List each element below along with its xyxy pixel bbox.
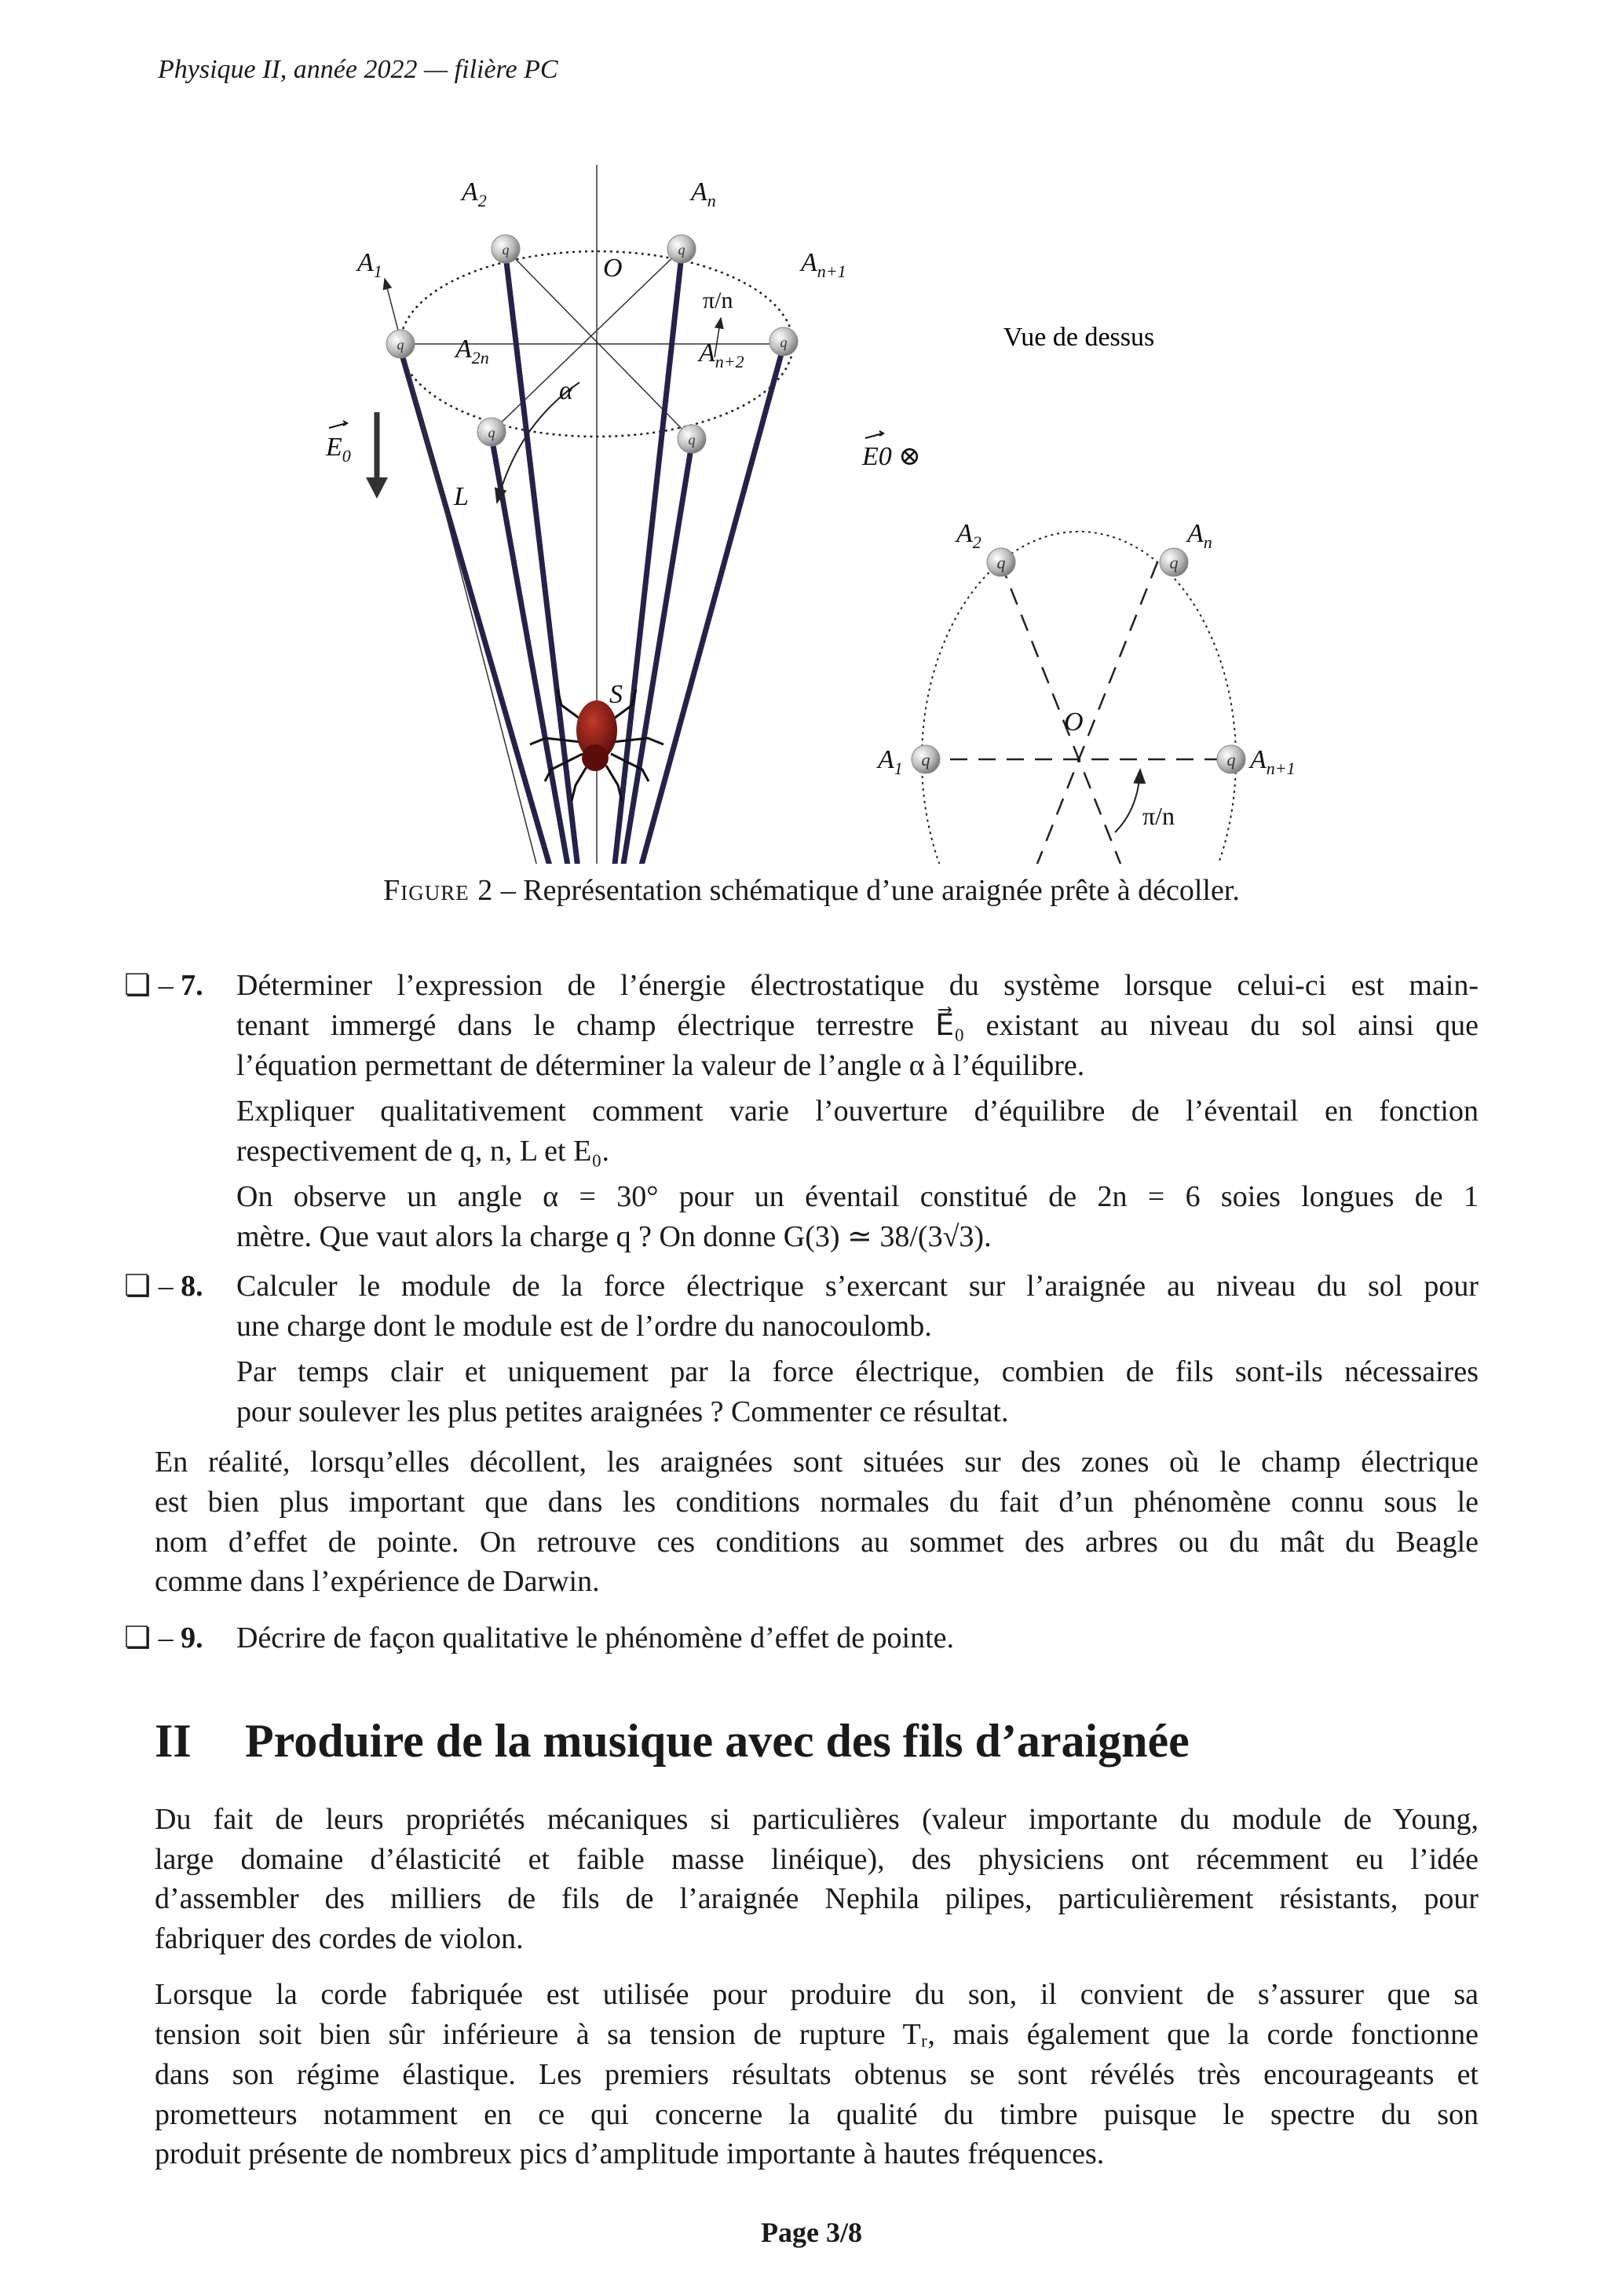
svg-text:E0: $E_0$ (326, 433, 351, 466)
label-an: $A_n$ (691, 177, 716, 210)
text-line: On observe un angle α = 30° pour un éventail constitué de 2n = 6 soies longues de 1 (236, 1180, 1479, 1213)
text-line: mètre. Que vaut alors la charge q ? On donne G(3) ≃ 38/(3√3). (236, 1220, 992, 1253)
question-number: 9. (181, 1621, 203, 1654)
question-marker (124, 1267, 203, 1307)
svg-text:q: q (397, 337, 404, 353)
svg-text:q: q (996, 553, 1006, 572)
svg-text:q: q (1169, 553, 1179, 572)
text-line: tension soit bien sûr inférieure à sa tension de rupture Tᵣ, mais également que la corde fonctionne (155, 2018, 1479, 2051)
question-marker (124, 1618, 203, 1658)
text-line: produit présente de nombreux pics d’amplitude importante à hautes fréquences. (155, 2137, 1105, 2170)
text-line: Du fait de leurs propriétés mécaniques si particulières (valeur importante du module de Young, (155, 1803, 1479, 1836)
running-header: Physique II, année 2022 — filière PC (158, 55, 558, 84)
svg-text:q: q (502, 242, 510, 258)
text-line: fabriquer des cordes de violon. (155, 1922, 524, 1955)
svg-text:q: q (678, 242, 685, 258)
checkbox-icon: ❏ – (124, 969, 181, 1002)
text-line: tenant immergé dans le champ électrique terrestre E⃗₀ existant au niveau du sol ainsi que (236, 1009, 1479, 1042)
text-line: est bien plus important que dans les conditions normales du fait d’un phénomène connu sous le (155, 1486, 1479, 1519)
text-line: Décrire de façon qualitative le phénomène d’effet de pointe. (236, 1621, 955, 1654)
label-a2: $A_2$ (462, 177, 487, 210)
svg-text:q: q (688, 432, 696, 448)
top-view-diagram (861, 323, 1296, 864)
text-line: Lorsque la corde fabriquée est utilisée pour produire du son, il convient de s’assurer que sa (155, 1978, 1479, 2011)
checkbox-icon: ❏ – (124, 1621, 181, 1654)
question-number: 8. (181, 1270, 203, 1303)
text-line: pour soulever les plus petites araignées ? Commenter ce résultat. (236, 1395, 1009, 1428)
svg-text:O: O (603, 254, 623, 283)
text-line: comme dans l’expérience de Darwin. (155, 1565, 600, 1598)
svg-text:q: q (780, 335, 788, 350)
svg-text:A2: $A_2$ (956, 519, 981, 552)
side-view-diagram (325, 165, 846, 864)
svg-text:α: α (559, 376, 573, 405)
label-a2n: $A_{2n}$ (455, 335, 489, 367)
svg-text:q: q (488, 425, 495, 441)
svg-text:A1: $A_1$ (878, 745, 903, 778)
checkbox-icon: ❏ – (124, 1270, 181, 1303)
question-number: 7. (181, 969, 203, 1002)
label-an1: $A_{n+1}$ (801, 248, 846, 281)
svg-text:q: q (1226, 750, 1236, 770)
svg-text:An: $A_n$ (1187, 519, 1212, 552)
svg-text:L: L (454, 482, 469, 511)
svg-text:An+1: $A_{n+1}$ (1250, 745, 1296, 778)
text-line: respectivement de q, n, L et E₀. (236, 1135, 610, 1168)
svg-text:π/n: π/n (703, 287, 733, 313)
text-line: Calculer le module de la force électrique s’exercant sur l’araignée au niveau du sol pour (236, 1270, 1479, 1303)
top-view-field-label: E0 ⊗ (862, 442, 921, 471)
svg-text:O: O (1064, 707, 1084, 737)
label-a1: $A_1$ (357, 248, 382, 281)
page-number: Page 3/8 (761, 2217, 862, 2248)
top-view-title: Vue de dessus (1003, 323, 1155, 352)
text-line: dans son régime élastique. Les premiers résultats obtenus se sont révélés très encourageants et (155, 2058, 1479, 2091)
text-line: l’équation permettant de déterminer la valeur de l’angle α à l’équilibre. (236, 1049, 1085, 1082)
section-title: Produire de la musique avec des fils d’araignée (245, 1715, 1190, 1767)
text-line: nom d’effet de pointe. On retrouve ces conditions au sommet des arbres ou du mât du Beagle (155, 1526, 1479, 1559)
section-heading (155, 1712, 1190, 1770)
text-line: d’assembler des milliers de fils de l’araignée Nephila pilipes, particulièrement résistants, pour (155, 1882, 1479, 1915)
section-number: II (155, 1715, 192, 1767)
text-line: Par temps clair et uniquement par la force électrique, combien de fils sont-ils nécessaires (236, 1355, 1479, 1388)
text-line: large domaine d’élasticité et faible masse linéique), des physiciens ont récemment eu l’idée (155, 1843, 1479, 1876)
svg-text:q: q (921, 750, 930, 770)
label-an2: $A_{n+2}$ (699, 338, 744, 371)
text-line: prometteurs notamment en ce qui concerne la qualité du timbre puisque le spectre du son (155, 2098, 1479, 2131)
svg-text:π/n: π/n (1142, 802, 1175, 830)
text-line: En réalité, lorsqu’elles décollent, les araignées sont situées sur des zones où le champ électrique (155, 1446, 1479, 1479)
caption-label: Figure 2 (383, 874, 494, 907)
question-marker (124, 966, 203, 1006)
text-line: une charge dont le module est de l’ordre du nanocoulomb. (236, 1310, 932, 1343)
text-line: Expliquer qualitativement comment varie l’ouverture d’équilibre de l’éventail en fonction (236, 1095, 1479, 1128)
text-line: Déterminer l’expression de l’énergie électrostatique du système lorsque celui-ci est main- (236, 969, 1479, 1002)
svg-text:S: S (609, 680, 623, 709)
caption-text: – Représentation schématique d’une araignée prête à décoller. (493, 874, 1240, 907)
figure-2 (0, 0, 1623, 864)
figure-caption (0, 873, 1623, 908)
vector-arrow-icon (865, 431, 883, 438)
